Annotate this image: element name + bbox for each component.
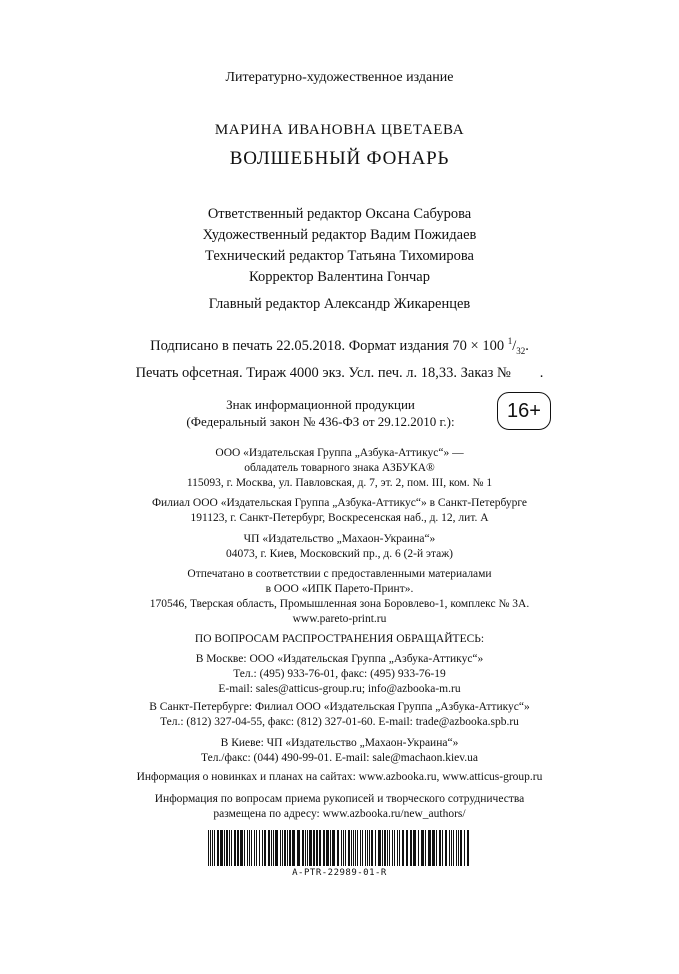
barcode-bar: [365, 830, 366, 866]
barcode-bar: [389, 830, 390, 866]
ukraine-line: ЧП «Издательство „Махаон-Украина“»: [243, 533, 436, 545]
barcode-bar: [287, 830, 288, 866]
barcode-bar: [214, 830, 215, 866]
barcode-bar: [292, 830, 295, 866]
staff-line: Корректор Валентина Гончар: [249, 269, 430, 285]
barcode-bar: [458, 830, 459, 866]
barcode-bar: [348, 830, 350, 866]
barcode-bar: [323, 830, 325, 866]
branch-line: Филиал ООО «Издательская Группа „Азбука-Аттикус“» в Санкт-Петербурге: [151, 497, 528, 509]
barcode-bar: [375, 830, 376, 866]
barcode-bar: [234, 830, 236, 866]
barcode-image: [208, 830, 472, 866]
barcode-bar: [229, 830, 230, 866]
barcode-bar: [284, 830, 286, 866]
barcode-bar: [351, 830, 352, 866]
printer-line: 170546, Тверская область, Промышленная зона Боровлево-1, комплекс № 3А.: [149, 598, 530, 610]
barcode-bar: [418, 830, 419, 866]
barcode-bar: [378, 830, 381, 866]
barcode-bar: [280, 830, 281, 866]
spb-line: Тел.: (812) 327-04-55, факс: (812) 327-01-60. E-mail: trade@azbooka.spb.ru: [160, 716, 519, 728]
news-info: Информация о новинках и планах на сайтах: www.azbooka.ru, www.atticus-group.ru: [136, 771, 543, 783]
manuscripts-link[interactable]: размещена по адресу: www.azbooka.ru/new_authors/: [213, 808, 466, 820]
publisher-line: ООО «Издательская Группа „Азбука-Аттикус“» —: [215, 447, 464, 459]
barcode-bar: [355, 830, 356, 866]
barcode-bar: [406, 830, 408, 866]
barcode-bar: [445, 830, 447, 866]
moscow-contacts: [0, 652, 679, 697]
barcode-bar: [240, 830, 243, 866]
barcode-bar: [210, 830, 211, 866]
book-title: ВОЛШЕБНЫЙ ФОНАРЬ: [229, 148, 450, 169]
barcode-bar: [251, 830, 252, 866]
barcode-bar: [371, 830, 373, 866]
barcode-bar: [224, 830, 225, 866]
barcode-bar: [392, 830, 393, 866]
printer-line: Отпечатано в соответствии с предоставленными материалами: [187, 568, 492, 580]
barcode-bar: [337, 830, 339, 866]
barcode-bar: [421, 830, 424, 866]
barcode-bar: [330, 830, 331, 866]
barcode-bar: [399, 830, 400, 866]
spb-contacts: [0, 700, 679, 730]
kiev-line: Тел./факс: (044) 490-99-01. E-mail: sale@machaon.kiev.ua: [201, 752, 478, 764]
staff-line: Ответственный редактор Оксана Сабурова: [207, 206, 472, 222]
format-end: .: [525, 337, 529, 354]
chief-editor: Главный редактор Александр Жикаренцев: [208, 296, 471, 312]
kiev-contacts: [0, 736, 679, 766]
barcode-bar: [467, 830, 469, 866]
barcode-bar: [247, 830, 248, 866]
barcode-bar: [460, 830, 462, 866]
barcode-bar: [341, 830, 342, 866]
barcode-bar: [394, 830, 395, 866]
barcode-bar: [367, 830, 368, 866]
print-details: [0, 330, 679, 384]
barcode-bar: [231, 830, 232, 866]
barcode-bar: [451, 830, 452, 866]
barcode-bar: [237, 830, 239, 866]
barcode-label: А-PTR-22989-01-R: [292, 868, 387, 878]
moscow-line: Тел.: (495) 933-76-01, факс: (495) 933-76-19: [233, 668, 446, 680]
moscow-line: В Москве: ООО «Издательская Группа „Азбука-Аттикус“»: [195, 653, 484, 665]
barcode-bar: [436, 830, 437, 866]
barcode-bar: [360, 830, 361, 866]
edition-type: Литературно-художественное издание: [225, 70, 454, 85]
printer-block: [0, 567, 679, 627]
barcode-bar: [313, 830, 315, 866]
info-sign-line-2: (Федеральный закон № 436-ФЗ от 29.12.2010 г.):: [186, 414, 455, 429]
barcode-bar: [307, 830, 308, 866]
info-sign-text: [148, 396, 493, 430]
barcode-bar: [226, 830, 228, 866]
barcode-bar: [432, 830, 435, 866]
publisher-line: обладатель товарного знака АЗБУКА®: [244, 462, 435, 474]
barcode-bar: [425, 830, 426, 866]
barcode-bar: [305, 830, 306, 866]
barcode-bar: [369, 830, 370, 866]
barcode-bar: [345, 830, 346, 866]
barcode-bar: [402, 830, 404, 866]
printer-link[interactable]: www.pareto-print.ru: [292, 613, 387, 625]
barcode-bar: [297, 830, 300, 866]
barcode-bar: [316, 830, 318, 866]
info-sign-line-1: Знак информационной продукции: [226, 397, 415, 412]
barcode-bar: [273, 830, 274, 866]
print-line-1-text: Подписано в печать 22.05.2018. Формат издания 70 × 100: [150, 337, 505, 354]
barcode-bar: [357, 830, 358, 866]
barcode-bar: [439, 830, 441, 866]
barcode-bar: [259, 830, 260, 866]
moscow-email[interactable]: E-mail: sales@atticus-group.ru; info@azbooka-m.ru: [218, 683, 461, 695]
barcode-bar: [387, 830, 388, 866]
barcode-bar: [220, 830, 223, 866]
barcode-block: [0, 830, 679, 878]
print-line-1: [0, 330, 679, 362]
barcode-bar: [449, 830, 450, 866]
print-line-2: Печать офсетная. Тираж 4000 экз. Усл. печ. л. 18,33. Заказ № .: [135, 364, 544, 381]
barcode-bar: [262, 830, 263, 866]
publisher-line: 115093, г. Москва, ул. Павловская, д. 7, эт. 2, пом. III, ком. № 1: [186, 477, 493, 489]
barcode-bar: [302, 830, 304, 866]
author-name: МАРИНА ИВАНОВНА ЦВЕТАЕВА: [214, 122, 465, 138]
barcode-bar: [326, 830, 329, 866]
barcode-bar: [362, 830, 363, 866]
barcode-bar: [428, 830, 431, 866]
publisher-block: [0, 446, 679, 491]
branch-line: 191123, г. Санкт-Петербург, Воскресенская наб., д. 12, лит. А: [190, 512, 489, 524]
barcode-bar: [382, 830, 383, 866]
barcode-bar: [353, 830, 354, 866]
barcode-bar: [268, 830, 270, 866]
barcode-bar: [271, 830, 272, 866]
ukraine-block: [0, 532, 679, 562]
barcode-bar: [410, 830, 412, 866]
barcode-bar: [397, 830, 398, 866]
barcode-bar: [319, 830, 321, 866]
barcode-bar: [384, 830, 386, 866]
age-rating-badge: 16+: [497, 392, 551, 430]
format-denominator: 32: [516, 345, 526, 356]
barcode-bar: [208, 830, 209, 866]
ukraine-line: 04073, г. Киев, Московский пр., д. 6 (2-й этаж): [225, 548, 454, 560]
barcode-bar: [332, 830, 335, 866]
spb-line: В Санкт-Петербурге: Филиал ООО «Издательская Группа „Азбука-Аттикус“»: [149, 701, 530, 713]
barcode-bar: [264, 830, 266, 866]
kiev-line: В Киеве: ЧП «Издательство „Махаон-Украина“»: [220, 737, 459, 749]
distribution-heading: ПО ВОПРОСАМ РАСПРОСТРАНЕНИЯ ОБРАЩАЙТЕСЬ:: [194, 633, 485, 645]
barcode-bar: [217, 830, 219, 866]
editorial-staff: [0, 204, 679, 288]
barcode-bar: [254, 830, 255, 866]
barcode-bar: [456, 830, 457, 866]
format-numerator: 1: [507, 336, 513, 346]
barcode-bar: [453, 830, 454, 866]
staff-line: Технический редактор Татьяна Тихомирова: [205, 248, 474, 264]
branch-block: [0, 496, 679, 526]
barcode-bar: [212, 830, 213, 866]
printer-line: в ООО «ИПК Парето-Принт».: [265, 583, 414, 595]
manuscripts-info: [0, 792, 679, 822]
barcode-bar: [256, 830, 257, 866]
barcode-bar: [413, 830, 416, 866]
staff-line: Художественный редактор Вадим Пожидаев: [202, 227, 477, 243]
barcode-bar: [275, 830, 278, 866]
barcode-bar: [282, 830, 283, 866]
barcode-bar: [442, 830, 443, 866]
barcode-bar: [309, 830, 312, 866]
barcode-bar: [343, 830, 344, 866]
format-slash: /: [512, 337, 517, 354]
barcode-bar: [289, 830, 291, 866]
barcode-bar: [249, 830, 250, 866]
format-fraction: [508, 338, 526, 354]
manuscripts-line: Информация по вопросам приема рукописей и творческого сотрудничества: [154, 793, 525, 805]
barcode-bar: [244, 830, 245, 866]
barcode-bar: [464, 830, 465, 866]
